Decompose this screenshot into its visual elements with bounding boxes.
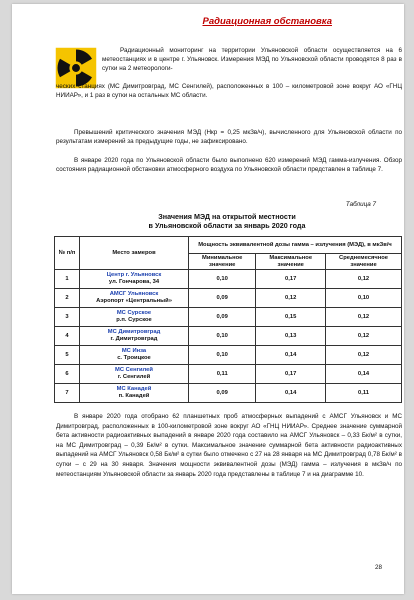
table-row: 5 МС Инза с. Троицкое 0,10 0,14 0,12	[55, 346, 402, 365]
page-number: 28	[374, 564, 382, 571]
header-place: Место замеров	[80, 237, 189, 270]
table-row: 3 МС Сурское р.п. Сурское 0,09 0,15 0,12	[55, 308, 402, 327]
paragraph-measurements: В январе 2020 года по Ульяновской области было выполнено 620 измерений МЭД гамма-излучения. Обзор состояния радиационной обстановки атмосферного воздуха по Ульяновской области представлен в таблице 7.	[56, 157, 402, 174]
paragraph-threshold: Превышений критического значения МЭД (Нкр = 0,25 мкЗв/ч), вычисленного для Ульяновской области по результатам измерений за предыдущие годы, не зафиксировано.	[56, 129, 402, 146]
table-title: Значения МЭД на открытой местности в Ульяновской области за январь 2020 года	[148, 212, 306, 230]
paragraph-monitoring: Радиационный мониторинг на территории Ульяновской области осуществляется на 6 метеостанциях и в центре г. Ульяновск. Измерения МЭД по Ульяновской области проводятся 8 раз в сутки на 2 метеорологи-	[102, 47, 402, 73]
section-title: Радиационная обстановка	[202, 16, 332, 27]
table-row: 6 МС Сенгилей г. Сенгилей 0,11 0,17 0,14	[55, 365, 402, 384]
header-min: Минимальное значение	[189, 254, 256, 270]
paragraph-fallout: В январе 2020 года отобрано 62 планшетных проб атмосферных выпадений с АМСГ Ульяновск и МС Димитровград, расположенных в 100-километровой зоне вокруг АО «ГНЦ НИИАР». Среднее значение суммарной бета активности радиоактивных выпадений в январе 2020 года составило на АМСГ Ульяновск – 0,33 Бк/м² в сутки, на МС Димитровград – 0,39 Бк/м² в сутки. Максимальное значение суммарной бета активности радиоактивных выпадений на АМСГ Ульяновск 0,58 Бк/м² в сутки было отмечено с 27 на 28 января на МС Димитровград 0,78 Бк/м² в сутки – с 29 на 30 января. Значения мощности эквивалентной дозы (МЭД) гамма – излучения в мкЗв/ч по метеостанциям Ульяновской области за январь 2020 года представлены в таблице 7 и на диаграмме 10.	[56, 413, 402, 478]
table-row: 2 АМСГ Ульяновск Аэропорт «Центральный» 0,09 0,12 0,10	[55, 289, 402, 308]
header-avg: Среднемесячное значение	[326, 254, 402, 270]
table-caption: Таблица 7	[345, 201, 376, 208]
table-row: 1 Центр г. Ульяновск ул. Гончарова, 34 0,10 0,17 0,12	[55, 270, 402, 289]
header-num: № п/п	[55, 237, 80, 270]
header-max: Максимальное значение	[256, 254, 326, 270]
table-row: 7 МС Канадей п. Канадей 0,09 0,14 0,11	[55, 384, 402, 403]
table-row: 4 МС Димитровград г. Димитровград 0,10 0,13 0,12	[55, 327, 402, 346]
med-table	[54, 236, 402, 403]
document-page	[12, 4, 404, 594]
paragraph-monitoring-cont: ческих станциях (МС Димитровград, МС Сенгилей), расположенных в 100 – километровой зоне вокруг АО «ГНЦ НИИАР», и 1 раз в сутки на остальных МС области.	[56, 83, 402, 100]
header-group: Мощность эквивалентной дозы гамма – излучения (МЭД), в мкЗв/ч	[189, 237, 402, 254]
